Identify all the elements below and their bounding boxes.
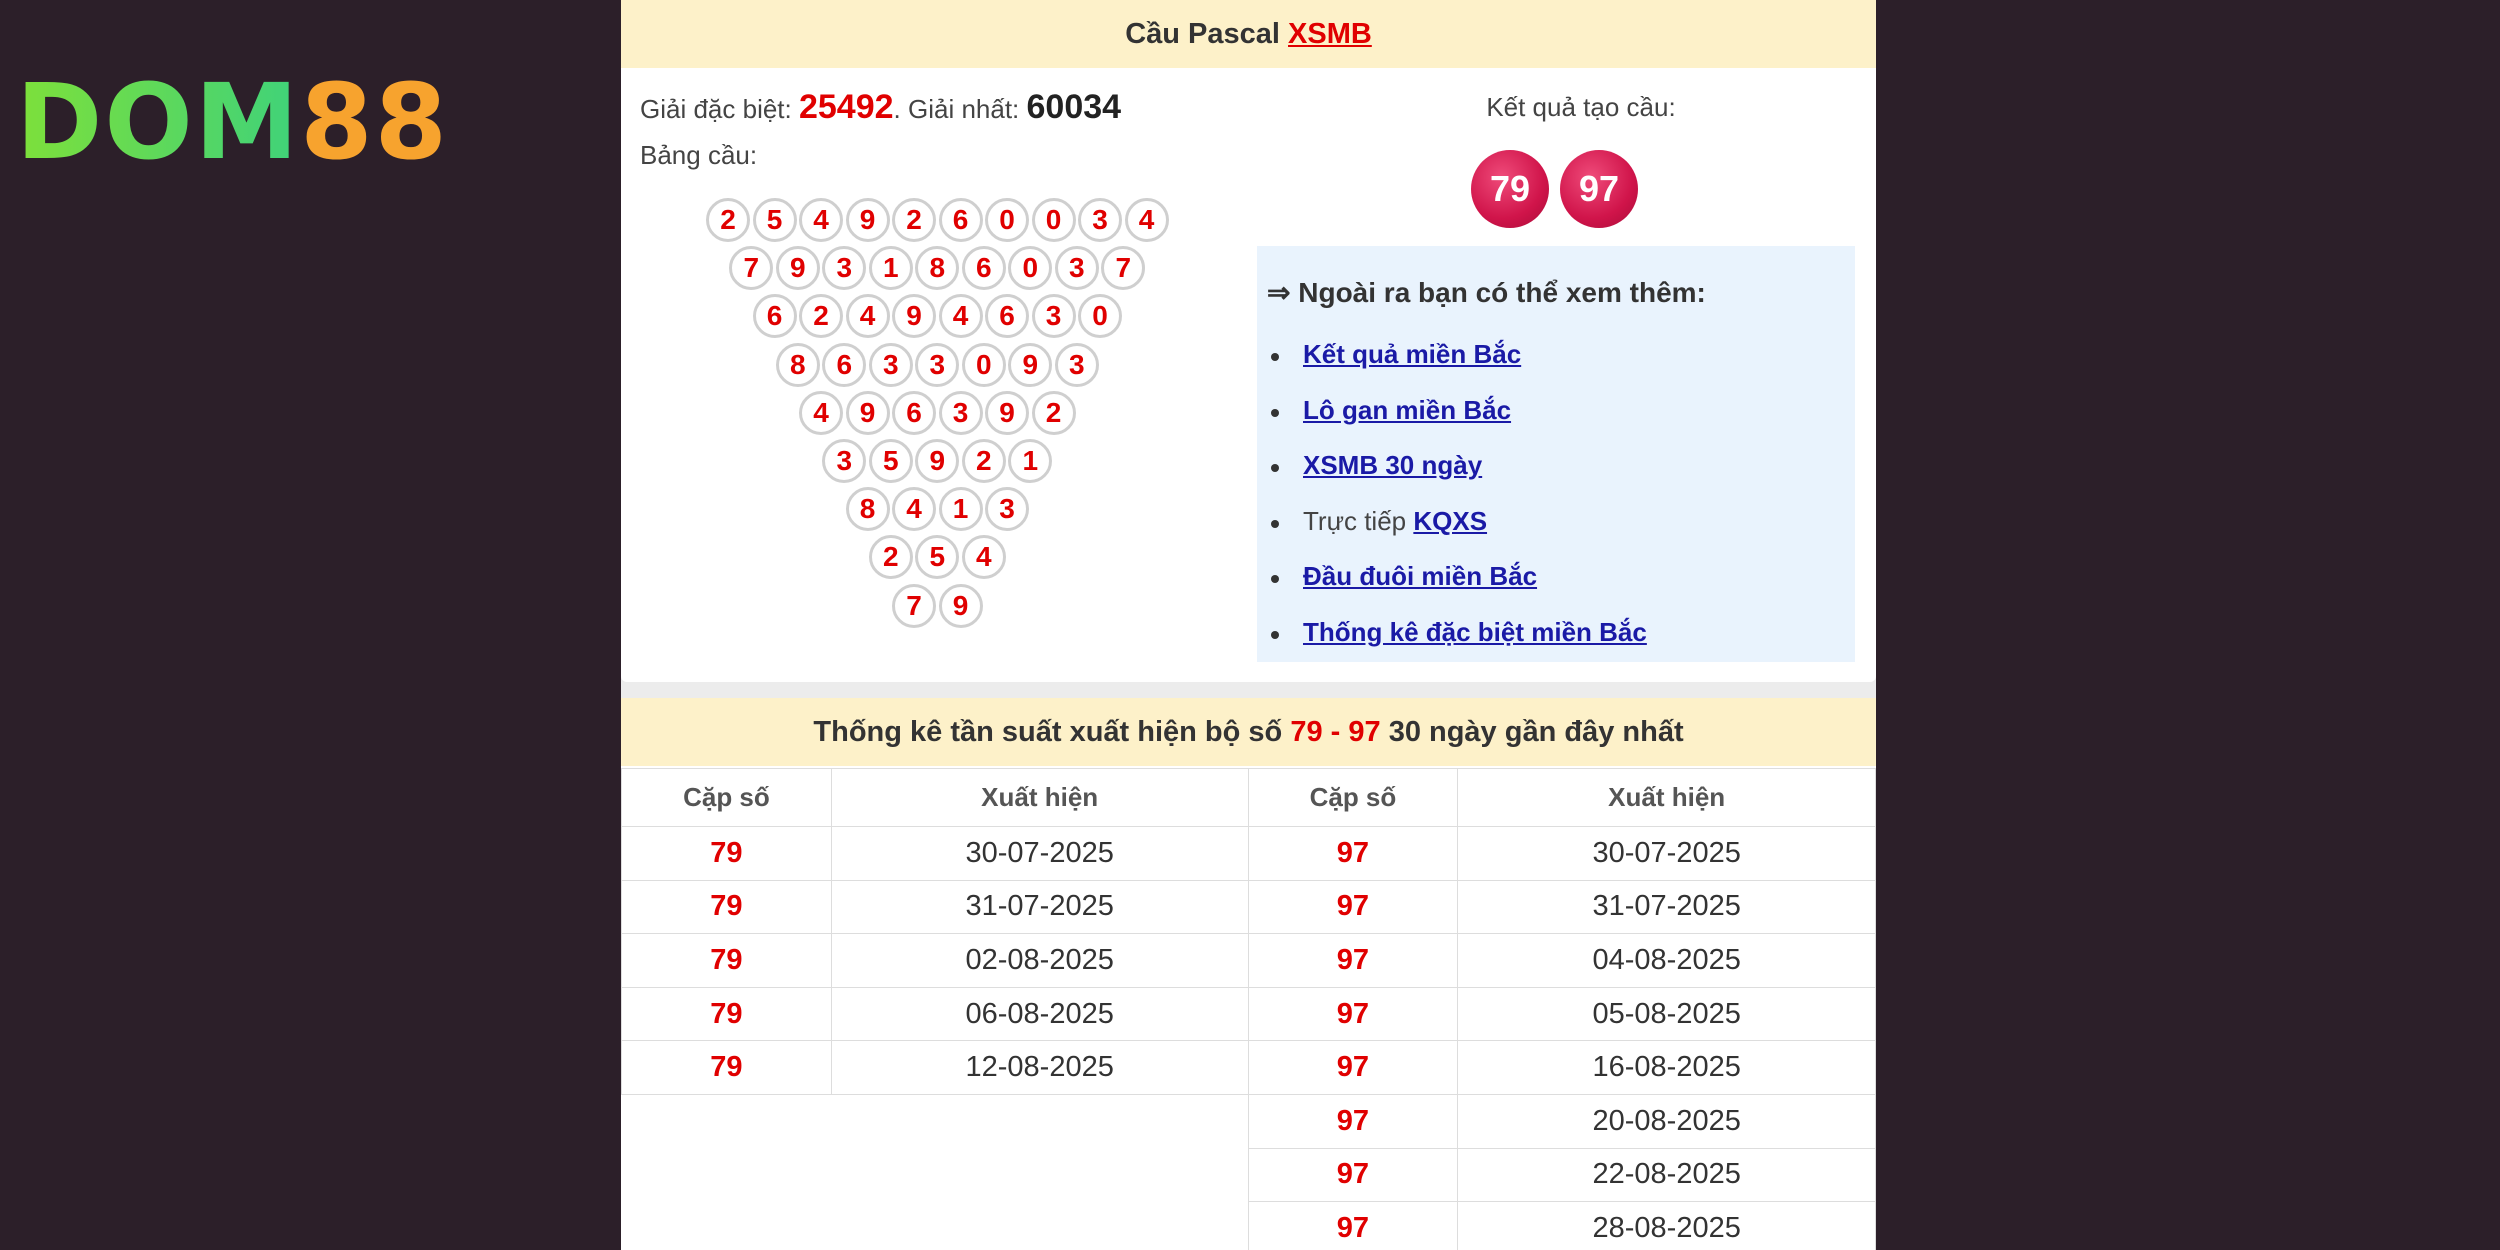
triangle-ball: 9 [1008,343,1052,387]
more-links-box [1257,246,1855,662]
triangle-ball: 4 [846,294,890,338]
triangle-ball: 2 [869,535,913,579]
triangle-ball: 2 [799,294,843,338]
prize-line [640,88,1121,127]
pair-cell: 97 [1248,880,1458,934]
pair-cell: 79 [622,827,832,881]
triangle-ball: 6 [892,391,936,435]
triangle-ball: 9 [846,198,890,242]
pair-cell: 79 [622,934,832,988]
triangle-ball: 3 [1032,294,1076,338]
date-cell: 20-08-2025 [1458,1094,1876,1148]
result-label: Kết quả tạo cầu: [1486,92,1676,122]
pair-cell: 79 [622,880,832,934]
pascal-title: Cầu Pascal [1125,18,1280,50]
triangle-ball: 0 [1008,246,1052,290]
db-value: 25492 [798,88,894,126]
more-list [1267,327,1845,660]
stats-header [621,698,1876,766]
col-appear-left: Xuất hiện [831,769,1248,827]
triangle-ball: 7 [729,246,773,290]
empty-cell [622,1148,1249,1202]
pair-cell: 97 [1248,1094,1458,1148]
date-cell: 16-08-2025 [1458,1041,1876,1095]
table-row [622,1202,1876,1250]
triangle-ball: 0 [1032,198,1076,242]
kqxs-link[interactable]: KQXS [1413,505,1488,536]
triangle-ball: 2 [1032,391,1076,435]
table-row [622,880,1876,934]
table-row [622,987,1876,1041]
stats-title-nums: 79 - 97 [1290,716,1381,748]
date-cell: 02-08-2025 [831,934,1248,988]
dom88-logo[interactable] [16,61,449,183]
pair-cell: 97 [1248,1041,1458,1095]
triangle-ball: 5 [753,198,797,242]
triangle-ball: 4 [799,391,843,435]
pair-cell: 97 [1248,1148,1458,1202]
logo-text-dom: DOM [16,61,301,183]
col-pair-left: Cặp số [622,769,832,827]
ket-qua-mien-bac-link[interactable]: Kết quả miền Bắc [1303,339,1522,369]
date-cell: 05-08-2025 [1458,987,1876,1041]
date-cell: 06-08-2025 [831,987,1248,1041]
table-row [622,827,1876,881]
table-row [622,1148,1876,1202]
date-cell: 04-08-2025 [1458,934,1876,988]
triangle-ball: 1 [939,487,983,531]
pair-cell: 97 [1248,934,1458,988]
empty-cell [622,1202,1249,1250]
triangle-ball: 4 [1125,198,1169,242]
triangle-ball: 0 [1078,294,1122,338]
result-ball-1: 79 [1471,150,1549,228]
triangle-ball: 9 [846,391,890,435]
triangle-ball: 8 [776,343,820,387]
triangle-ball: 5 [869,439,913,483]
triangle-ball: 4 [962,535,1006,579]
triangle-ball: 3 [869,343,913,387]
triangle-ball: 6 [753,294,797,338]
triangle-ball: 4 [892,487,936,531]
triangle-ball: 4 [939,294,983,338]
triangle-ball: 3 [822,439,866,483]
date-cell: 22-08-2025 [1458,1148,1876,1202]
pair-cell: 79 [622,987,832,1041]
triangle-ball: 8 [846,487,890,531]
triangle-ball: 7 [892,584,936,628]
pascal-card [621,0,1876,682]
triangle-ball: 3 [985,487,1029,531]
col-pair-right: Cặp số [1248,769,1458,827]
more-item-lo-gan [1267,383,1845,439]
date-cell: 30-07-2025 [831,827,1248,881]
triangle-ball: 8 [915,246,959,290]
more-item-dau-duoi [1267,549,1845,605]
main-panel [621,0,1876,1250]
triangle-ball: 9 [939,584,983,628]
date-cell: 12-08-2025 [831,1041,1248,1095]
nhat-label: . Giải nhất: [893,94,1020,124]
triangle-ball: 2 [892,198,936,242]
lo-gan-mien-bac-link[interactable]: Lô gan miền Bắc [1303,394,1512,425]
triangle-ball: 9 [915,439,959,483]
xsmb-link[interactable]: XSMB [1288,18,1372,50]
more-title: ⇒ Ngoài ra bạn có thể xem thêm: [1267,277,1706,308]
pair-cell: 97 [1248,1202,1458,1250]
bang-cau-label: Bảng cầu: [640,140,758,170]
stats-card [621,698,1876,1250]
stats-header-row [622,769,1876,827]
triangle-ball: 3 [1055,246,1099,290]
triangle-ball: 6 [962,246,1006,290]
date-cell: 28-08-2025 [1458,1202,1876,1250]
triangle-ball: 2 [706,198,750,242]
pair-cell: 97 [1248,827,1458,881]
triangle-ball: 0 [962,343,1006,387]
more-item-thong-ke [1267,605,1845,661]
table-row [622,1041,1876,1095]
nhat-value: 60034 [1026,88,1122,126]
result-ball-2: 97 [1560,150,1638,228]
date-cell: 31-07-2025 [1458,880,1876,934]
dau-duoi-mien-bac-link[interactable]: Đầu đuôi miền Bắc [1303,561,1538,591]
more-item-kqxs [1267,494,1845,550]
date-cell: 30-07-2025 [1458,827,1876,881]
more-item-ket-qua [1267,327,1845,383]
triangle-ball: 6 [822,343,866,387]
thong-ke-dac-biet-link[interactable]: Thống kê đặc biệt miền Bắc [1303,616,1647,647]
col-appear-right: Xuất hiện [1458,769,1876,827]
triangle-ball: 3 [822,246,866,290]
db-label: Giải đặc biệt: [640,94,792,124]
stats-table [621,768,1876,1250]
stats-title-post: 30 ngày gần đây nhất [1388,716,1684,748]
triangle-ball: 2 [962,439,1006,483]
triangle-ball: 1 [1008,439,1052,483]
logo-text-88: 88 [300,61,449,183]
triangle-ball: 3 [1078,198,1122,242]
triangle-ball: 4 [799,198,843,242]
triangle-ball: 7 [1101,246,1145,290]
table-row [622,1094,1876,1148]
triangle-ball: 3 [1055,343,1099,387]
triangle-ball: 0 [985,198,1029,242]
xsmb-30-ngay-link[interactable]: XSMB 30 ngày [1303,450,1483,480]
triangle-ball: 6 [985,294,1029,338]
stats-title-pre: Thống kê tần suất xuất hiện bộ số [813,716,1283,748]
pair-cell: 97 [1248,987,1458,1041]
triangle-ball: 9 [776,246,820,290]
triangle-ball: 3 [915,343,959,387]
more-item-xsmb-30 [1267,438,1845,494]
date-cell: 31-07-2025 [831,880,1248,934]
triangle-ball: 3 [939,391,983,435]
empty-cell [622,1094,1249,1148]
truc-tiep-text: Trực tiếp [1303,505,1414,536]
table-row [622,934,1876,988]
pair-cell: 79 [622,1041,832,1095]
triangle-ball: 9 [892,294,936,338]
triangle-ball: 5 [915,535,959,579]
triangle-ball: 1 [869,246,913,290]
triangle-ball: 9 [985,391,1029,435]
triangle-ball: 6 [939,198,983,242]
pascal-header [621,0,1876,68]
